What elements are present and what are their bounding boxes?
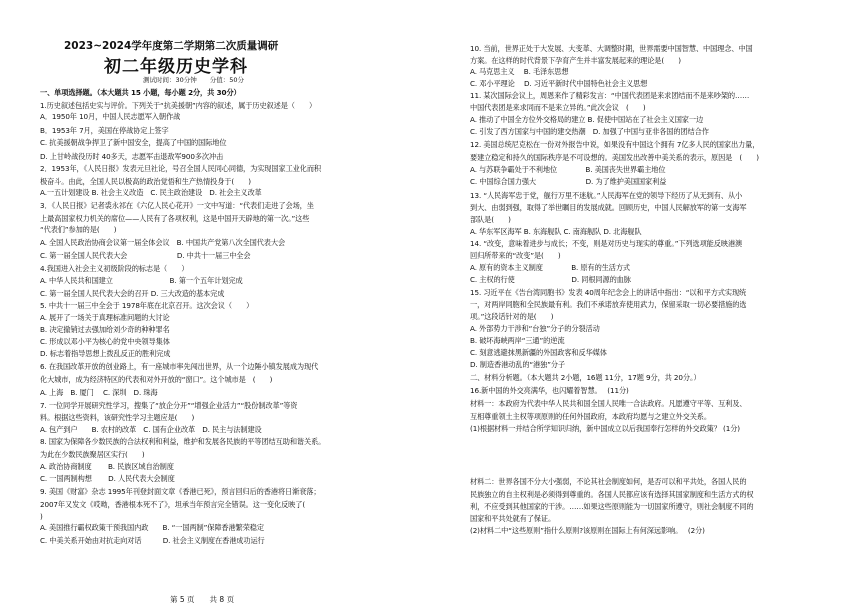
right-text-line: B. 破坏海峡两岸“三通”的逆流: [470, 336, 565, 345]
right-text-line: C. 中国综合国力强大 D. 为了维护美国国家利益: [470, 177, 667, 186]
right-text-line: 14. “改变，意味着进步与成长；不变，则是对历史与现实的尊重。”下列选项能反映港澳: [470, 239, 743, 248]
right-text-line: D. 制造香港动乱的“港独”分子: [470, 360, 566, 369]
right-text-line: 10. 当前，世界正处于大发展、大变革、大调整时期，世界需要中国智慧、中国理念、中国: [470, 44, 753, 53]
left-text-line: A. 全国人民政治协商会议第一届全体会议 B. 中国共产党第八次全国代表大会: [40, 238, 286, 247]
left-text-line: 极奋斗。由此，全国人民以极高的政治觉悟和生产热情投身于( ): [40, 177, 251, 186]
left-text-line: 8. 国家为保障各少数民族的合法权利和利益，维护和发展各民族的平等团结互助和谐关系。: [40, 437, 326, 446]
right-text-line: (2)材料二中“这些原则”指什么原则?该原则在国际上有何深远影响。 (2分): [470, 526, 705, 535]
left-text-line: C. 中美关系开始由对抗走向对话 D. 社会主义制度在香港成功运行: [40, 536, 265, 545]
left-text-line: 6. 在我国改革开放的创业路上，有一座城市率先闯出世界，从一个边陲小镇发展成为现代: [40, 362, 319, 371]
right-text-line: A. 与苏联争霸处于不利地位 B. 美国丧失世界霸主地位: [470, 165, 666, 174]
left-text-line: 化大城市，成为经济特区的代表和对外开放的“窗口”。这个城市是 ( ): [40, 375, 273, 384]
right-text-line: 11. 某次国际会议上，周恩来作了精彩发言：“中国代表团是来求团结而不是来吵架的……: [470, 91, 750, 100]
left-text-line: C. 抗美援朝战争捍卫了新中国安全，提高了中国的国际地位: [40, 138, 227, 147]
left-text-line: 料。根据这些资料，该研究性学习主题应是( ): [40, 413, 195, 422]
right-text-line: 中国代表团是来求同而不是来立异的。”此次会议 ( ): [470, 103, 646, 112]
right-text-line: 利，不应受到其他国家的干涉。……如果这些原则能为一切国家所遵守，则社会制度不同的: [470, 502, 754, 511]
left-text-line: B. 决定撤销过去强加给刘少奇的种种罪名: [40, 325, 170, 334]
left-text-line: A. 上海 B. 厦门 C. 深圳 D. 珠海: [40, 388, 158, 397]
right-text-line: C. 主权的行使 D. 同根同源的血脉: [470, 275, 631, 284]
left-text-line: B．1953年 7月，美国在停战协定上签字: [40, 126, 169, 135]
right-text-line: C. 引发了西方国家与中国的建交热潮 D. 加强了中国与亚非各国的团结合作: [470, 127, 709, 136]
right-text-line: A. 马克思主义 B. 毛泽东思想: [470, 67, 569, 76]
right-text-line: 部队是( ): [470, 215, 511, 224]
right-text-line: 13. “人民海军忠于党，舰行万里不迷航。”人民海军在党的领导下经历了从无到有、从小: [470, 191, 743, 200]
left-text-line: A. 包产到户 B. 农村的改革 C. 国有企业改革 D. 民主与法制建设: [40, 425, 262, 434]
left-text-line: 5. 中共十一届三中全会于 1978年底在北京召开。这次会议（ ）: [40, 301, 254, 310]
right-text-line: (1)根据材料一并结合所学知识归纳，新中国成立以后我国奉行怎样的外交政策？ (1分): [470, 424, 741, 433]
left-text-line: A. 美国推行霸权政策干预我国内政 B. “一国两制”保障香港繁荣稳定: [40, 523, 264, 532]
left-text-line: C. 第一届全国人民代表大会 D. 中共十一届三中全会: [40, 251, 251, 260]
left-text-line: A. 展开了一场关于真理标准问题的大讨论: [40, 313, 170, 322]
left-text-line: 1.历史叙述包括史实与评价。下列关于“抗美援朝”内容的叙述，属于历史叙述是（ ）: [40, 101, 317, 110]
right-text-line: 民族独立的自主权利是必须得到尊重的。各国人民都应该有选择其国家制度和生活方式的权: [470, 490, 754, 499]
right-text-line: A. 外部势力干涉和“台独”分子的分裂活动: [470, 324, 600, 333]
left-text-line: “代表们”参加的是( ): [40, 225, 117, 234]
left-text-line: 2007年又发文《哎呦，香港根本死不了》，坦承当年预言完全错误。这一变化反映了(: [40, 500, 306, 509]
right-text-line: 材料一：本政府为代表中华人民共和国全国人民唯一合法政府。凡愿遵守平等、互利及、: [470, 399, 747, 408]
right-text-line: 方案。在这样的时代背景下孕育产生并丰富发展起来的理论是( ): [470, 56, 681, 65]
right-text-line: 15. 习近平在《告台湾同胞书》发表 40周年纪念会上的讲话中指出：“以和平方式实现统: [470, 288, 747, 297]
left-text-line: 3．《人民日报》记者裘永祁在《六亿人民心花开》一文中写道：“代表们走进了会场，坐: [40, 201, 314, 210]
right-text-line: 一，对两岸同胞和全民族最有利。我们不承诺放弃使用武力，保留采取一切必要措施的选: [470, 300, 747, 309]
left-text-line: A.一五计划建设 B. 社会主义改造 C. 民主政治建设 D. 社会主义改革: [40, 188, 262, 197]
subject-title: 初二年级历史学科: [104, 57, 248, 77]
left-text-line: A. 中华人民共和国建立 B. 第一个五年计划完成: [40, 276, 243, 285]
right-text-line: 到大、由弱到强，取得了举世瞩目的发展成就。回顾历史，中国人民解放军的第一支海军: [470, 203, 747, 212]
left-text-line: 2．1953年，《人民日报》发表元旦社论，号召全国人民同心同德，为实现国家工业化而积: [40, 164, 322, 173]
right-text-line: 二、材料分析题。（本大题共 2小题，16题 11分，17题 9分，共 20分。）: [470, 373, 701, 382]
left-text-line: C. 形成以邓小平为核心的党中央领导集体: [40, 337, 170, 346]
left-text-line: 9. 美国《财富》杂志 1995年刊登封面文章《香港已死》，预言回归后的香港将日渐衰落；: [40, 487, 321, 496]
right-text-line: 回归所带来的“改变”是( ): [470, 251, 561, 260]
right-text-line: 要建立稳定和持久的国际秩序是不可设想的。美国发出改善中美关系的表示，原因是 ( ): [470, 153, 759, 162]
left-text-line: C. 第一届全国人民代表大会的召开 D. 三大改造的基本完成: [40, 289, 225, 298]
exam-meta: 测试时间：30分钟 分值：50分: [143, 76, 245, 84]
left-text-line: 上最高国家权力机关的席位——人民有了各项权利，这是中国开天辟地的第一次。”这些: [40, 214, 310, 223]
left-text-line: 为此在少数民族聚居区实行( ): [40, 450, 145, 459]
left-text-line: ): [40, 512, 43, 521]
right-text-line: 16.新中国的外交亮满华，也闪耀着智慧。 (11分): [470, 386, 629, 395]
right-text-line: 12. 美国总统尼克松在一份对外报告中说，如果没有中国这个拥有 7亿多人民的国家出力量，: [470, 140, 760, 149]
left-text-line: 7. 一位同学开展研究性学习，搜集了“放企分开”“增强企业活力”“股份制改革”等资: [40, 401, 298, 410]
left-text-line: D. 上甘岭战役历时 40多天，志愿军击退敌军900多次冲击: [40, 152, 224, 161]
right-text-line: C. 邓小平理论 D. 习近平新时代中国特色社会主义思想: [470, 79, 648, 88]
right-text-line: 项。”这段话针对的是( ): [470, 312, 554, 321]
page-footer: 第 5 页 共 8 页: [170, 595, 235, 604]
left-text-line: A．1950年 10月，中国人民志愿军入朝作战: [40, 112, 181, 121]
right-text-line: 国家和平共处就有了保证。: [470, 514, 556, 523]
right-text-line: A. 华东军区海军 B. 东海舰队 C. 南海舰队 D. 北海舰队: [470, 227, 642, 236]
right-text-line: 互相尊重领土主权等项原则的任何外国政府，本政府均愿与之建立外交关系。: [470, 412, 711, 421]
right-text-line: 材料二：世界各国不分大小强弱，不论其社会制度如何，是否可以和平共处，各国人民的: [470, 477, 747, 486]
right-text-line: C. 刻意逃避抹黑新疆的外国政客和反华媒体: [470, 348, 607, 357]
exam-title: 2023~2024学年度第二学期第二次质量调研: [64, 40, 279, 52]
right-text-line: A. 推动了中国全方位外交格局的建立 B. 促使中国站在了社会主义国家一边: [470, 115, 704, 124]
left-text-line: C. 一国两制构想 D. 人民代表大会制度: [40, 474, 175, 483]
left-text-line: A. 政治协商制度 B. 民族区域自治制度: [40, 462, 174, 471]
right-text-line: A. 原有的资本主义制度 B. 原有的生活方式: [470, 263, 631, 272]
left-text-line: D. 标志着指导思想上拨乱反正的胜利完成: [40, 349, 171, 358]
left-text-line: 4.我国进入社会主义初级阶段的标志是（ ）: [40, 264, 189, 273]
left-text-line: 一、单项选择题。（本大题共 15 小题，每小题 2分，共 30分）: [40, 88, 241, 97]
